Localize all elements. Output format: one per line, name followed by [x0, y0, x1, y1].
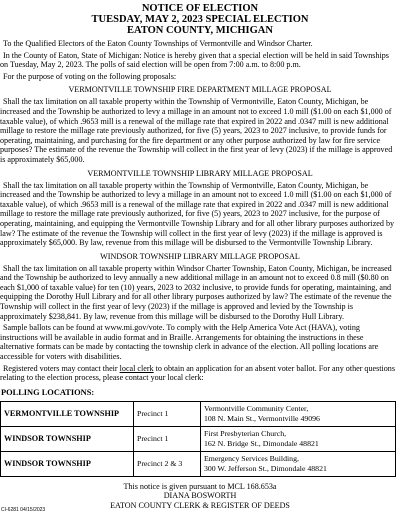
absent-voter-note-end: to obtain an application for an absent voter ballot. For any other questions relating to the election process, please contact your local clerk:	[0, 363, 395, 383]
election-date-title: TUESDAY, MAY 2, 2023 SPECIAL ELECTION	[91, 14, 309, 25]
proposal-title-vermontville-library: VERMONTVILLE TOWNSHIP LIBRARY MILLAGE PROPOSAL	[87, 168, 313, 178]
intro-notice: In the County of Eaton, State of Michigan: Notice is hereby given that a special election will be held in said Townships on Tuesday, May 2, 2023. The polls of said election will be open from 7:00 a.m. to 8:00 p.m.	[0, 50, 389, 70]
location-place: First Presbyterian Church,	[204, 429, 287, 439]
table-row	[1, 426, 396, 451]
proposal-text-vermontville-library: Shall the tax limitation on all taxable property within the Township of Vermontville, Eaton County, Michigan, be increased and the Township be authorized to levy a millage in an amount not to exceed 1.0 mill ($1.00 on each $1,000 of taxable value), of which .9653 mill is a renewal of the millage rate that expired in 2022 and .0347 mill is new additional millage to restore the millage rate previously authorized, for five (5) years, 2023 to 2027 inclusive, for the purpose of operating, maintaining, and equipping the Vermontville Township Library and for all other library purposes authorized by law? The estimate of the revenue the Township will collect in the first year of levy (2023) if the millage is approved is approximately $65,000. By law, revenue from this millage will be disbursed to the Vermontville Township Library.	[0, 180, 395, 248]
township-cell: WINDSOR TOWNSHIP	[1, 451, 134, 476]
polling-locations-title: POLLING LOCATIONS:	[1, 387, 95, 397]
statute-line: This notice is given pursuant to MCL 168.653a	[123, 481, 277, 491]
location-cell	[201, 401, 396, 426]
intro-address: To the Qualified Electors of the Eaton County Townships of Vermontville and Windsor Charter.	[3, 39, 313, 48]
township-cell: WINDSOR TOWNSHIP	[1, 426, 134, 451]
precinct-cell: Precinct 1	[134, 426, 201, 451]
location-address: 300 W. Jefferson St., Dimondale 48821	[204, 463, 327, 473]
local-clerk-link[interactable]: local clerk	[119, 363, 154, 373]
location-cell	[201, 451, 396, 476]
location-address: 108 N. Main St., Vermontville 49096	[204, 413, 320, 423]
location-place: Vermontville Community Center,	[204, 404, 309, 414]
polling-locations-table	[0, 401, 396, 477]
location-cell	[201, 426, 396, 451]
absent-voter-note-start: Registered voters may contact their	[3, 363, 120, 373]
clerk-name: DIANA BOSWORTH	[163, 491, 237, 501]
county-title: EATON COUNTY, MICHIGAN	[127, 25, 273, 36]
table-row	[1, 451, 396, 476]
proposal-title-vermontville-fire: VERMONTVILLE TOWNSHIP FIRE DEPARTMENT MILLAGE PROPOSAL	[68, 85, 332, 95]
table-row	[1, 401, 396, 426]
notice-title: NOTICE OF ELECTION	[141, 3, 259, 14]
absent-voter-note	[0, 364, 400, 383]
proposal-text-vermontville-fire: Shall the tax limitation on all taxable property within the Township of Vermontville, Eaton County, Michigan, be increased and the Township be authorized to levy a millage in an amount not to exceed 1.0 mill ($1.00 on each $1,000 of taxable value), of which .9653 mill is a renewal of the millage rate that expired in 2022 and .0347 mill is new additional millage to restore the millage rate previously authorized, for five (5) years, 2023 to 2027 inclusive, to provide funds for operating, maintaining, and purchasing for the fire department or any other purpose authorized by law for fire service purposes? The estimate of the revenue the Township will collect in the first year of levy (2023) if the millage is approved is approximately $65,000.	[0, 97, 393, 164]
notice-code: CI-6281 04/15/2023	[1, 507, 46, 513]
location-address: 162 N. Bridge St., Dimondale 48821	[204, 438, 319, 448]
notice-footer	[0, 482, 400, 510]
precinct-cell: Precinct 1	[134, 401, 201, 426]
intro-purpose: For the purpose of voting on the following proposals:	[3, 71, 177, 81]
clerk-title: EATON COUNTY CLERK & REGISTER OF DEEDS	[110, 500, 290, 510]
proposal-title-windsor-library: WINDSOR TOWNSHIP LIBRARY MILLAGE PROPOSAL	[100, 251, 300, 261]
township-cell: VERMONTVILLE TOWNSHIP	[1, 401, 134, 426]
location-place: Emergency Services Building,	[204, 454, 299, 464]
precinct-cell: Precinct 2 & 3	[134, 451, 201, 476]
proposal-text-windsor-library: Shall the tax limitation on all taxable property within Windsor Charter Township, Eaton County, Michigan, be increased and the Township be authorized to levy annually a new additional millage in an amount not to exceed 0.8 mill ($0.80 on each $1,000 of taxable value) for ten (10) years, 2023 to 2032 inclusive, to provide funds for operating, maintaining, and equipping the Dorothy Hull Library and for all other library purposes authorized by law? The estimate of the revenue the Township will collect in the first year of levy (2023) if the millage is approved and levied by the Township is approximately $238,841. By law, revenue from this millage will be disbursed to the Dorothy Hull Library.	[0, 263, 392, 321]
sample-ballot-note: Sample ballots can be found at www.mi.gov/vote. To comply with the Help America Vote Act (HAVA), voting instructions will be available in audio format and in Braille. Arrangements for obtaining the instructions in these alternative formats can be made by contacting the township clerk in advance of the election. All polling locations are accessible for voters with disabilities.	[0, 323, 379, 362]
